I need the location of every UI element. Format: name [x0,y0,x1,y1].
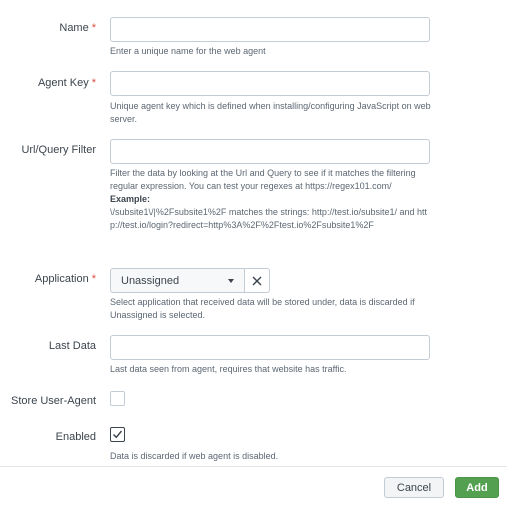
required-mark: * [91,273,96,285]
required-mark: * [91,77,96,89]
footer-divider [0,466,507,467]
store-user-agent-checkbox[interactable] [110,391,125,406]
url-filter-example-text: \/subsite1\/|%2Fsubsite1%2F matches the strings: http://test.io/subsite1/ and http://test.io/login?redirect=http%3A%2F%2Ftest.io%2Fsubsite1%2F [110,207,427,230]
agent-key-help: Unique agent key which is defined when installing/configuring JavaScript on web server. [110,101,431,124]
store-user-agent-label: Store User-Agent [11,395,96,407]
close-icon [252,276,262,286]
required-mark: * [91,22,96,34]
add-button[interactable]: Add [455,477,499,498]
application-selected-value: Unassigned [121,274,180,287]
agent-key-input[interactable] [110,71,430,96]
application-label: Application * [34,273,96,285]
application-select[interactable] [110,268,245,293]
name-input[interactable] [110,17,430,42]
url-filter-input[interactable] [110,139,430,164]
cancel-button[interactable]: Cancel [384,477,444,498]
application-help: Select application that received data will be stored under, data is discarded if Unassigned is selected. [110,297,415,320]
enabled-checkbox[interactable] [110,427,125,442]
url-filter-example-heading: Example: [110,194,151,204]
last-data-help: Last data seen from agent, requires that website has traffic. [110,364,347,374]
url-filter-label: Url/Query Filter [21,144,96,156]
url-filter-help [110,167,435,232]
name-label: Name * [59,22,96,34]
last-data-input[interactable] [110,335,430,360]
application-clear-button[interactable] [244,268,270,293]
enabled-help: Data is discarded if web agent is disabled. [110,451,279,461]
name-help: Enter a unique name for the web agent [110,46,266,56]
caret-down-icon [228,279,234,283]
last-data-label: Last Data [48,340,96,352]
agent-key-label: Agent Key * [37,77,96,89]
checkmark-icon [112,429,123,440]
enabled-label: Enabled [55,431,96,443]
url-filter-help-text: Filter the data by looking at the Url and Query to see if it matches the filtering regular expression. You can test your regexes at https://regex101.com/ [110,168,416,191]
